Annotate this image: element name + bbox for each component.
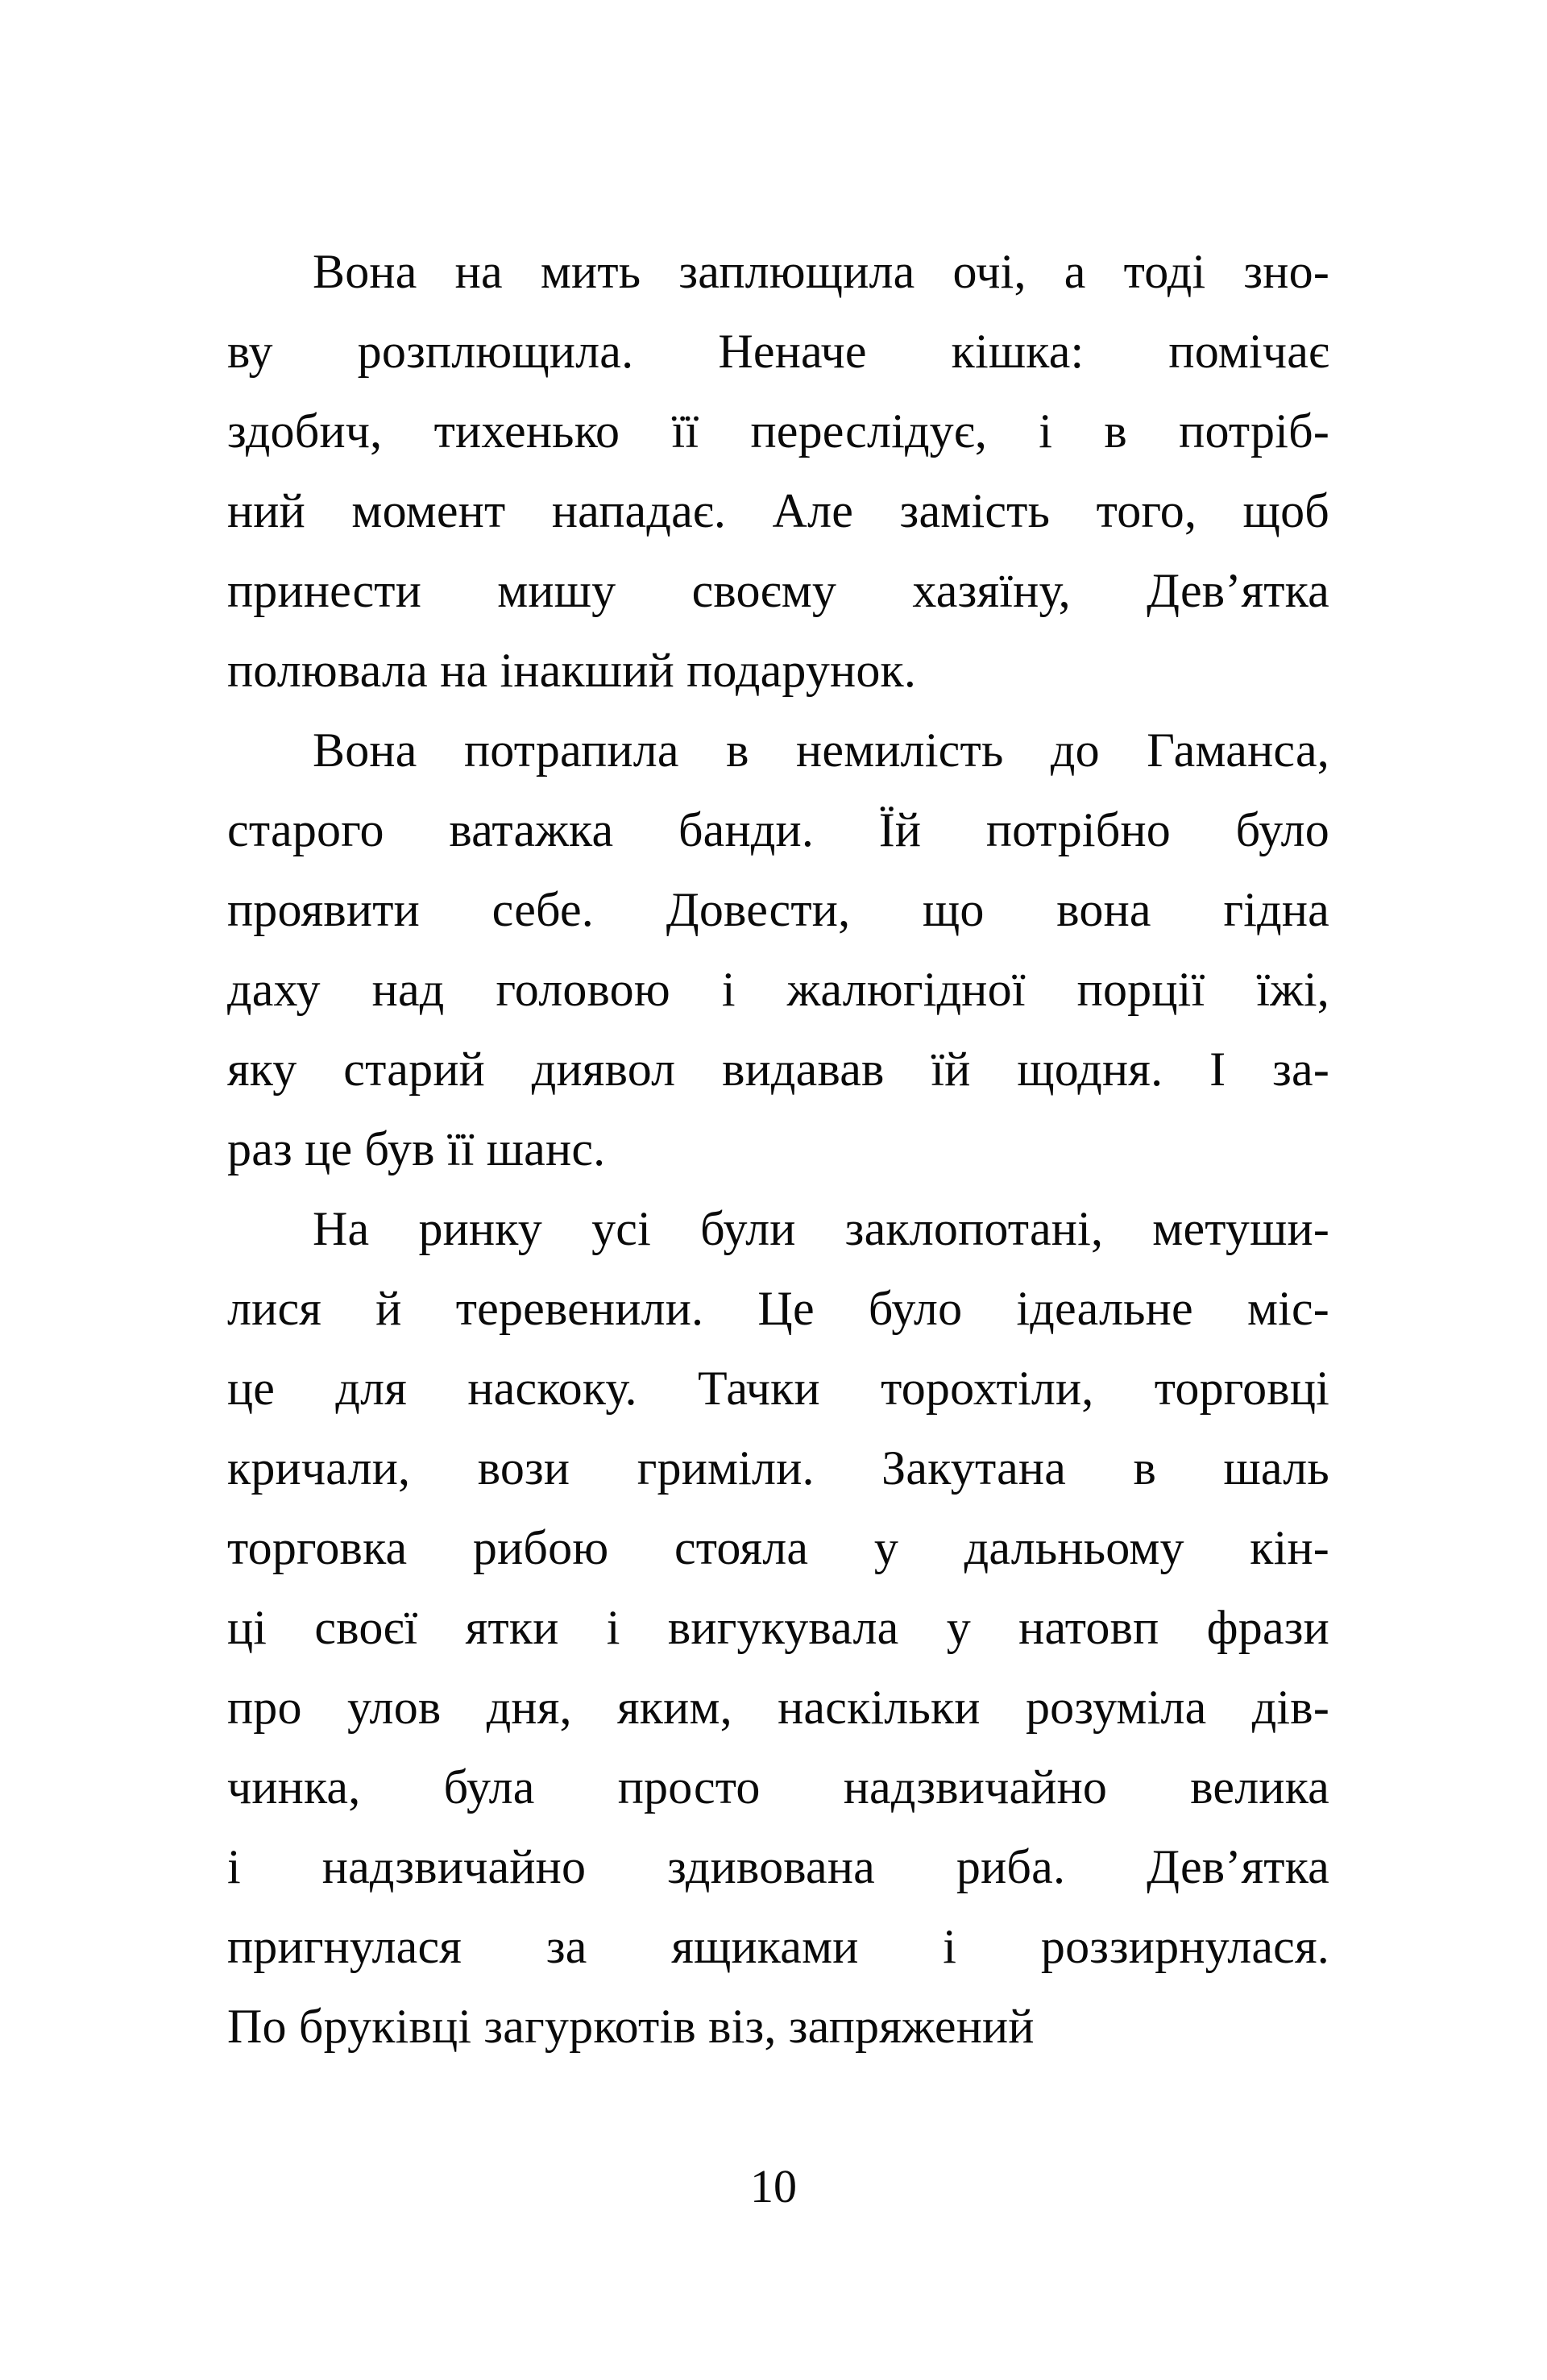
body-text (227, 232, 1329, 2067)
text-line: На ринку усі були заклопотані, метуши- (313, 1202, 1329, 1255)
text-line: По бруківці загуркотів віз, запряжений (227, 2000, 1035, 2053)
text-line: здобич, тихенько її переслідує, і в потріб- (227, 404, 1329, 458)
paragraph (227, 711, 1329, 1189)
page-number: 10 (750, 2160, 797, 2212)
text-line: яку старий диявол видавав їй щодня. І за- (227, 1043, 1329, 1096)
text-line: чинка, була просто надзвичайно велика (227, 1760, 1329, 1814)
text-line: раз це був її шанс. (227, 1122, 606, 1175)
text-line: ці своєї ятки і вигукувала у натовп фрази (227, 1601, 1329, 1654)
text-line: кричали, вози гриміли. Закутана в шаль (227, 1441, 1329, 1495)
text-line: проявити себе. Довести, що вона гідна (227, 883, 1329, 936)
text-line: і надзвичайно здивована риба. Дев’ятка (227, 1840, 1329, 1893)
text-line: лися й теревенили. Це було ідеальне міс- (227, 1282, 1329, 1335)
text-line: Вона потрапила в немилість до Гаманса, (313, 724, 1329, 777)
paragraph (227, 1189, 1329, 2067)
text-line: торговка рибою стояла у дальньому кін- (227, 1521, 1329, 1574)
text-line: про улов дня, яким, наскільки розуміла дів- (227, 1681, 1329, 1734)
text-line: даху над головою і жалюгідної порції їжі, (227, 963, 1329, 1016)
text-line: пригнулася за ящиками і роззирнулася. (227, 1920, 1329, 1973)
text-line: ву розплющила. Неначе кішка: помічає (227, 325, 1329, 378)
text-line: старого ватажка банди. Їй потрібно було (227, 803, 1329, 856)
text-line: полювала на інакший подарунок. (227, 644, 917, 697)
paragraph (227, 232, 1329, 711)
text-line: ний момент нападає. Але замість того, щоб (227, 484, 1329, 537)
text-line: це для наскоку. Тачки торохтіли, торговці (227, 1362, 1329, 1415)
text-line: принести мишу своєму хазяїну, Дев’ятка (227, 564, 1329, 617)
text-line: Вона на мить заплющила очі, а тоді зно- (313, 245, 1329, 298)
